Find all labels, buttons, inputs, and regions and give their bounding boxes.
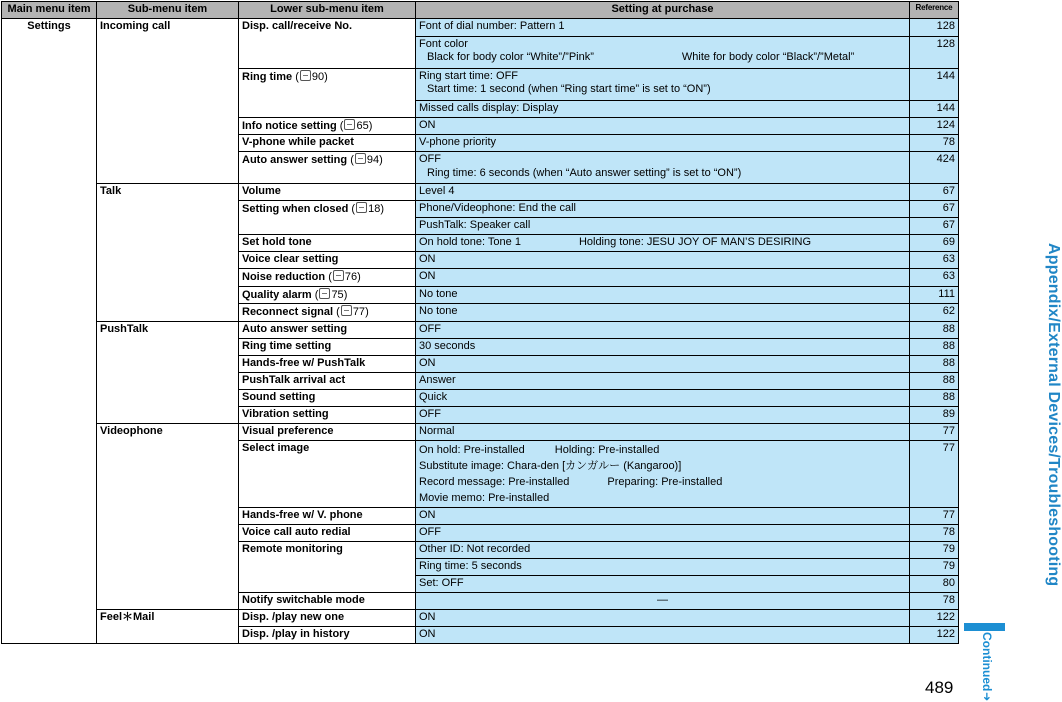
setting-cell: [416, 152, 910, 184]
menu-key-icon: [356, 202, 367, 213]
reference-cell: 67: [910, 201, 959, 218]
lower-hands-free-pushtalk: Hands-free w/ PushTalk: [239, 355, 416, 372]
setting-cell: Other ID: Not recorded: [416, 541, 910, 558]
lower-auto-answer-pushtalk: Auto answer setting: [239, 321, 416, 338]
reference-cell: 88: [910, 321, 959, 338]
lower-visual-preference: Visual preference: [239, 423, 416, 440]
lower-noise-reduction: Noise reduction ( 76): [239, 269, 416, 286]
table-row: [2, 19, 959, 37]
table-row: [2, 184, 959, 201]
reference-cell: 79: [910, 558, 959, 575]
lower-label: Noise reduction: [242, 271, 326, 284]
lower-label: Ring time: [242, 71, 293, 83]
lower-ref: 18: [368, 203, 381, 216]
setting-cell: No tone: [416, 304, 910, 321]
setting-part: On hold tone: Tone 1: [419, 236, 521, 249]
setting-cell: ON: [416, 252, 910, 269]
lower-voice-call-redial: Voice call auto redial: [239, 524, 416, 541]
setting-cell: ON: [416, 118, 910, 135]
setting-cell: Level 4: [416, 184, 910, 201]
lower-hands-free-vphone: Hands-free w/ V. phone: [239, 507, 416, 524]
lower-ref: 77: [352, 306, 366, 319]
setting-line: Start time: 1 second (when “Ring start time” is set to “ON”): [427, 83, 711, 96]
lower-ref: 75: [331, 288, 344, 301]
lower-reconnect-signal: Reconnect signal ( 77): [239, 304, 416, 321]
reference-cell: 88: [910, 355, 959, 372]
lower-label: Info notice setting: [242, 120, 337, 132]
setting-cell: 30 seconds: [416, 338, 910, 355]
sub-menu-feel-mail: Feel＊Mail: [97, 609, 239, 643]
sub-menu-talk: Talk: [97, 184, 239, 321]
setting-part: White for body color “Black”/”Metal”: [681, 51, 855, 64]
menu-key-icon: [355, 153, 366, 164]
lower-ref: 76: [344, 271, 358, 284]
page-number: 489: [925, 678, 954, 697]
reference-cell: 78: [910, 135, 959, 152]
lower-select-image: Select image: [239, 440, 416, 507]
setting-cell: Font of dial number: Pattern 1: [416, 19, 910, 37]
setting-cell: ON: [416, 355, 910, 372]
setting-line: Font color: [419, 38, 468, 50]
setting-line: Movie memo: Pre-installed: [419, 491, 550, 504]
lower-disp-play-new: Disp. /play new one: [239, 609, 416, 626]
setting-cell: Phone/Videophone: End the call: [416, 201, 910, 218]
menu-key-icon: [344, 119, 355, 130]
reference-cell: 111: [910, 286, 959, 303]
header-row: [2, 2, 959, 19]
lower-label: Quality alarm: [242, 288, 312, 301]
lower-pushtalk-arrival: PushTalk arrival act: [239, 372, 416, 389]
setting-part: Preparing: Pre-installed: [607, 475, 723, 488]
setting-line: OFF: [419, 153, 441, 166]
reference-cell: 88: [910, 338, 959, 355]
setting-cell: ON: [416, 507, 910, 524]
setting-cell: [416, 235, 910, 252]
setting-cell: OFF: [416, 406, 910, 423]
continued-label: Continued: [980, 632, 994, 692]
setting-cell: [416, 37, 910, 69]
lower-ring-time-setting: Ring time setting: [239, 338, 416, 355]
header-main: Main menu item: [2, 2, 97, 19]
lower-disp-call: Disp. call/receive No.: [239, 19, 416, 69]
reference-cell: 128: [910, 19, 959, 37]
reference-cell: 89: [910, 406, 959, 423]
reference-cell: 69: [910, 235, 959, 252]
setting-line: [419, 51, 906, 64]
continued-indicator: [980, 632, 994, 702]
reference-cell: 67: [910, 218, 959, 235]
table-row: [2, 321, 959, 338]
reference-cell: 88: [910, 389, 959, 406]
lower-disp-play-history: Disp. /play in history: [239, 626, 416, 643]
lower-vibration-setting: Vibration setting: [239, 406, 416, 423]
table-row: [2, 423, 959, 440]
setting-part: Holding tone: JESU JOY OF MAN’S DESIRING: [578, 236, 812, 249]
setting-cell: No tone: [416, 286, 910, 303]
sub-menu-pushtalk: PushTalk: [97, 321, 239, 423]
header-lower: Lower sub-menu item: [239, 2, 416, 19]
reference-cell: 122: [910, 609, 959, 626]
lower-auto-answer: Auto answer setting ( 94): [239, 152, 416, 184]
section-tab-marker: [964, 623, 1005, 631]
setting-cell: ON: [416, 609, 910, 626]
setting-cell: OFF: [416, 524, 910, 541]
lower-notify-switchable: Notify switchable mode: [239, 592, 416, 609]
menu-key-icon: [319, 288, 330, 299]
reference-cell: 144: [910, 101, 959, 118]
reference-cell: 80: [910, 575, 959, 592]
reference-cell: 78: [910, 524, 959, 541]
reference-cell: 88: [910, 372, 959, 389]
setting-line: Ring start time: OFF: [419, 70, 519, 82]
setting-cell: ON: [416, 269, 910, 286]
settings-table: [1, 1, 959, 644]
menu-key-icon: [333, 270, 344, 281]
reference-cell: 144: [910, 69, 959, 101]
reference-cell: 424: [910, 152, 959, 184]
setting-part: Black for body color “White”/”Pink”: [427, 51, 594, 64]
lower-ref: 65: [356, 120, 369, 132]
setting-cell: Normal: [416, 423, 910, 440]
header-reference: Reference: [910, 2, 959, 19]
setting-line: Ring time: 6 seconds (when “Auto answer setting” is set to “ON”): [427, 166, 742, 179]
reference-cell: 77: [910, 440, 959, 507]
setting-cell: V-phone priority: [416, 135, 910, 152]
menu-key-icon: [341, 305, 352, 316]
reference-cell: 77: [910, 423, 959, 440]
lower-remote-monitoring: Remote monitoring: [239, 541, 416, 592]
setting-line: Substitute image: Chara-den [カンガルー (Kangaroo)]: [419, 459, 682, 472]
lower-volume: Volume: [239, 184, 416, 201]
lower-ref: 90: [311, 71, 325, 83]
lower-voice-clear: Voice clear setting: [239, 252, 416, 269]
reference-cell: 77: [910, 507, 959, 524]
lower-ref: 94: [366, 154, 380, 167]
setting-part: Holding: Pre-installed: [554, 443, 660, 456]
setting-cell: PushTalk: Speaker call: [416, 218, 910, 235]
setting-cell: ON: [416, 626, 910, 643]
header-setting: Setting at purchase: [416, 2, 910, 19]
setting-part: Record message: Pre-installed: [419, 475, 570, 488]
main-menu-settings: Settings: [2, 19, 97, 644]
setting-cell: [416, 440, 910, 507]
sub-menu-incoming-call: Incoming call: [97, 19, 239, 184]
setting-cell: Answer: [416, 372, 910, 389]
setting-cell: Set: OFF: [416, 575, 910, 592]
reference-cell: 62: [910, 304, 959, 321]
reference-cell: 122: [910, 626, 959, 643]
reference-cell: 78: [910, 592, 959, 609]
lower-setting-when-closed: Setting when closed ( 18): [239, 201, 416, 235]
menu-key-icon: [300, 70, 311, 81]
sub-menu-videophone: Videophone: [97, 423, 239, 609]
lower-label: Auto answer setting: [242, 154, 348, 167]
reference-cell: 67: [910, 184, 959, 201]
reference-cell: 63: [910, 252, 959, 269]
lower-sound-setting: Sound setting: [239, 389, 416, 406]
header-sub: Sub-menu item: [97, 2, 239, 19]
section-side-title: Appendix/External Devices/Troubleshooting: [1045, 243, 1062, 587]
lower-info-notice: Info notice setting ( 65): [239, 118, 416, 135]
lower-set-hold-tone: Set hold tone: [239, 235, 416, 252]
lower-ring-time: Ring time ( 90): [239, 69, 416, 118]
lower-label: Setting when closed: [242, 203, 349, 216]
setting-cell: —: [416, 592, 910, 609]
reference-cell: 128: [910, 37, 959, 69]
reference-cell: 124: [910, 118, 959, 135]
lower-vphone-packet: V-phone while packet: [239, 135, 416, 152]
table-row: [2, 609, 959, 626]
setting-cell: Ring time: 5 seconds: [416, 558, 910, 575]
lower-label: Reconnect signal: [242, 306, 334, 319]
setting-part: On hold: Pre-installed: [419, 443, 525, 456]
setting-cell: Missed calls display: Display: [416, 101, 910, 118]
arrow-right-icon: ➜: [980, 692, 993, 702]
setting-cell: [416, 69, 910, 101]
lower-quality-alarm: Quality alarm ( 75): [239, 286, 416, 303]
reference-cell: 79: [910, 541, 959, 558]
reference-cell: 63: [910, 269, 959, 286]
setting-cell: OFF: [416, 321, 910, 338]
setting-cell: Quick: [416, 389, 910, 406]
